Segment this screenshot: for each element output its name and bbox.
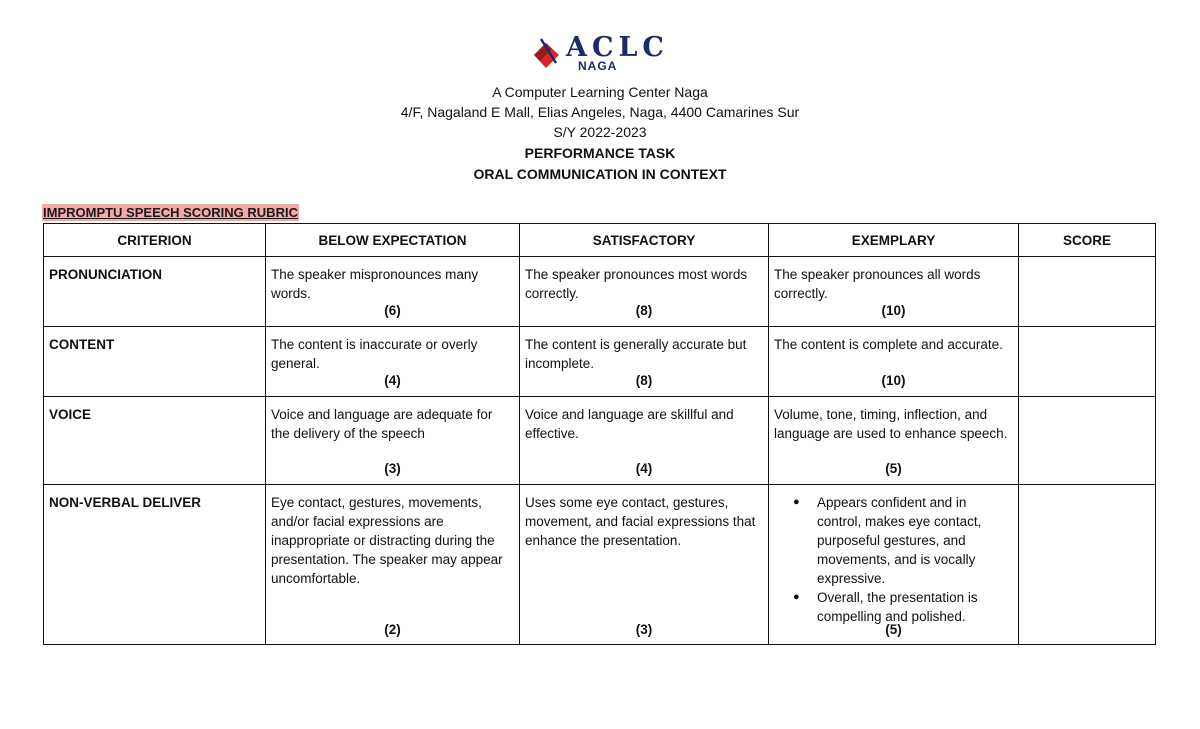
score-cell xyxy=(1019,485,1156,645)
below-expectation-text: Eye contact, gestures, movements, and/or facial expressions are inappropriate or distracting during the presentation. The speaker may appear uncomfortable. xyxy=(271,495,503,586)
table-header-row xyxy=(44,224,1156,257)
points-value: (3) xyxy=(384,461,401,476)
column-header-satisfactory: SATISFACTORY xyxy=(520,224,769,257)
satisfactory-text: The content is generally accurate but incomplete. xyxy=(525,337,747,371)
exemplary-text: The content is complete and accurate. xyxy=(774,337,1003,352)
score-cell xyxy=(1019,397,1156,485)
score-cell xyxy=(1019,327,1156,397)
table-row xyxy=(44,327,1156,397)
below-expectation-text: The content is inaccurate or overly general. xyxy=(271,337,478,371)
exemplary-text: The speaker pronounces all words correctly. xyxy=(774,267,981,301)
points-value: (10) xyxy=(881,303,906,318)
points-value: (8) xyxy=(635,303,653,318)
column-header-exemplary: EXEMPLARY xyxy=(769,224,1019,257)
satisfactory-text: Voice and language are skillful and effective. xyxy=(525,407,734,441)
logo-text: ACLC xyxy=(566,32,669,63)
points-value: (3) xyxy=(635,622,653,637)
school-logo xyxy=(532,33,672,77)
points-value: (8) xyxy=(635,373,653,388)
table-row xyxy=(44,485,1156,645)
school-address: 4/F, Nagaland E Mall, Elias Angeles, Naga, 4400 Camarines Sur xyxy=(400,104,800,120)
criterion-cell: NON-VERBAL DELIVER xyxy=(49,495,202,510)
logo-diamond-icon xyxy=(532,37,566,71)
column-header-criterion: CRITERION xyxy=(44,224,266,257)
exemplary-text: Volume, tone, timing, inflection, and language are used to enhance speech. xyxy=(774,407,1008,441)
logo-subtext: NAGA xyxy=(578,59,618,73)
points-value: (6) xyxy=(384,303,401,318)
column-header-below-expectation: BELOW EXPECTATION xyxy=(266,224,520,257)
table-row xyxy=(44,397,1156,485)
task-title: PERFORMANCE TASK xyxy=(524,145,676,161)
table-row xyxy=(44,257,1156,327)
exemplary-bullet-list xyxy=(769,485,1018,626)
list-item: ● Appears confident and in control, makes eye contact, purposeful gestures, and movements, and is vocally expressive. xyxy=(817,493,1012,588)
rubric-title: IMPROMPTU SPEECH SCORING RUBRIC xyxy=(43,205,298,220)
points-value: (5) xyxy=(885,622,902,637)
points-value: (10) xyxy=(881,373,906,388)
criterion-cell: PRONUNCIATION xyxy=(49,267,162,282)
points-value: (4) xyxy=(635,461,653,476)
points-value: (5) xyxy=(885,461,902,476)
score-cell xyxy=(1019,257,1156,327)
satisfactory-text: Uses some eye contact, gestures, movement, and facial expressions that enhance the presentation. xyxy=(525,495,756,548)
criterion-cell: CONTENT xyxy=(49,337,115,352)
below-expectation-text: The speaker mispronounces many words. xyxy=(271,267,479,301)
below-expectation-text: Voice and language are adequate for the delivery of the speech xyxy=(271,407,493,441)
criterion-cell: VOICE xyxy=(49,407,92,422)
subject-title: ORAL COMMUNICATION IN CONTEXT xyxy=(473,166,727,182)
column-header-score: SCORE xyxy=(1019,224,1156,257)
points-value: (2) xyxy=(384,622,401,637)
rubric-table xyxy=(43,223,1156,645)
points-value: (4) xyxy=(384,373,401,388)
satisfactory-text: The speaker pronounces most words correctly. xyxy=(525,267,748,301)
school-name: A Computer Learning Center Naga xyxy=(492,84,708,100)
school-year: S/Y 2022-2023 xyxy=(553,124,647,140)
list-item: ● Overall, the presentation is compelling and polished. xyxy=(817,588,1012,626)
